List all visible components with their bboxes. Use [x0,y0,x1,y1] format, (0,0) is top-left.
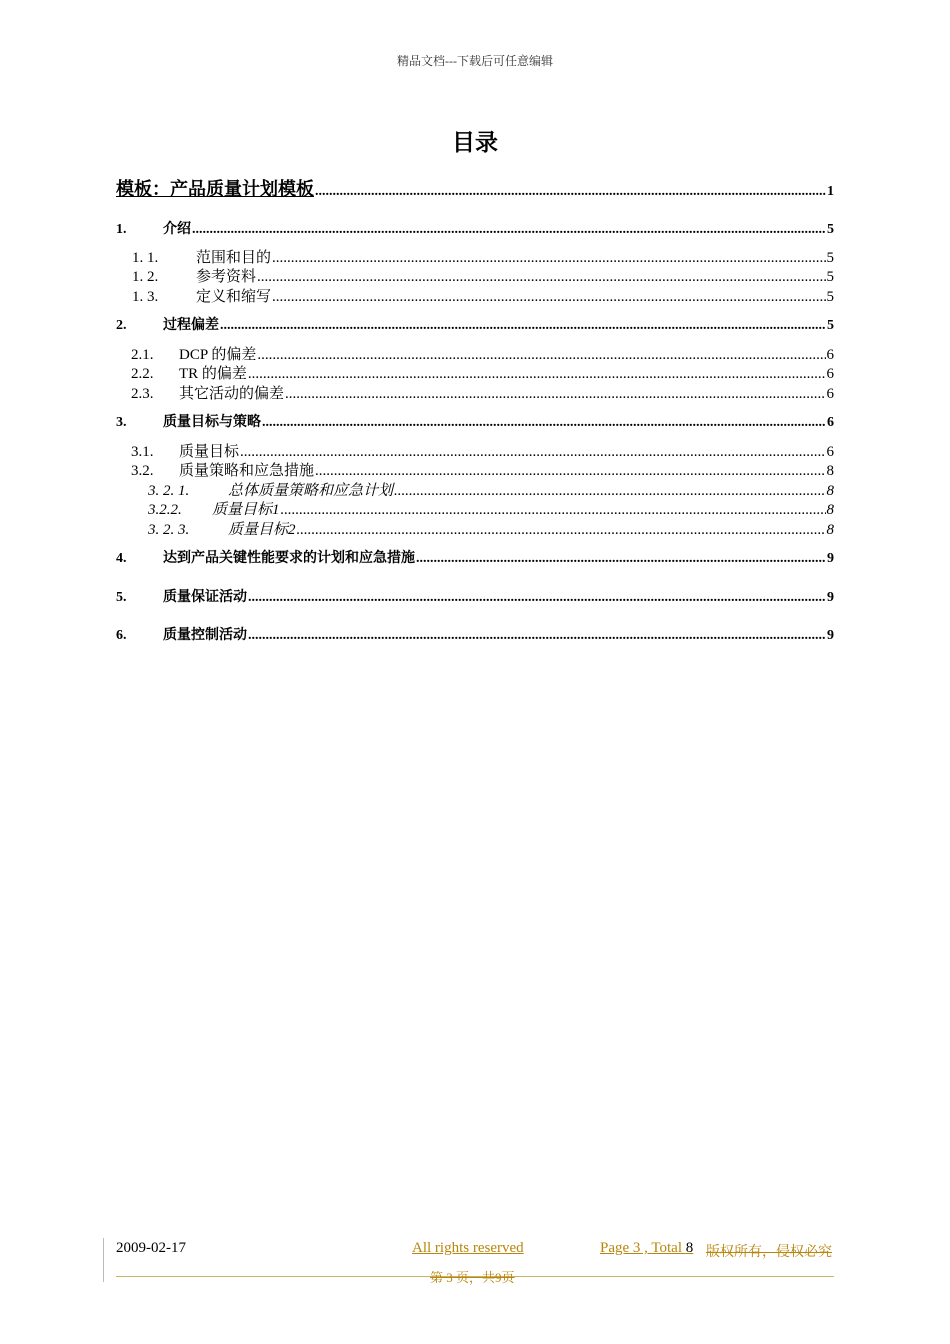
footer-page-info [600,1240,693,1257]
toc-entry-page: 9 [827,551,834,566]
toc-entry-text: 达到产品关键性能要求的计划和应急措施 [163,551,415,566]
toc-entry-num: 2.2. [131,366,154,382]
toc-leader [257,269,825,286]
page-header: 精品文档---下载后可任意编辑 [397,54,553,68]
toc-entry-s2-3[interactable] [116,382,834,403]
toc-leader [272,289,825,306]
toc-entry-num: 1. 2. [132,269,159,285]
toc-entry-text: 过程偏差 [163,318,219,333]
toc-entry-s1-2[interactable] [116,265,834,286]
toc-entry-num: 2.3. [131,386,154,402]
toc-entry-num: 2. [116,318,127,333]
toc-entry-s3-2[interactable] [116,459,834,480]
toc-entry-s6[interactable] [116,624,834,644]
toc-leader [285,386,825,403]
toc-entry-num: 3. [116,415,127,430]
toc-entry-text: 模板：产品质量计划模板 [116,179,314,200]
toc-entry-page: 6 [826,444,834,460]
toc-entry-num: 3. 2. 1. [148,483,190,499]
toc-entry-text: 质量保证活动 [163,590,247,605]
toc-entry-text: 质量目标与策略 [163,415,261,430]
toc-leader [297,522,826,539]
toc-entry-s1-3[interactable] [116,285,834,306]
toc-leader [248,590,826,606]
toc-entry-page: 8 [826,483,834,499]
toc-leader [416,551,826,567]
toc-entry-num: 1. [116,222,127,237]
toc-entry-s1[interactable] [116,218,834,238]
toc-entry-s3-2-1[interactable] [116,479,834,500]
toc-leader [315,184,826,200]
toc-leader [315,463,825,480]
toc-entry-main[interactable] [116,175,834,201]
toc-entry-text: 质量策略和应急措施 [179,463,315,479]
toc-entry-text: 质量目标2 [228,522,296,538]
toc-entry-s2-2[interactable] [116,362,834,383]
toc-entry-page: 8 [826,463,834,479]
toc-leader [248,366,826,383]
footer-copyright: 版权所有，侵权必究 [706,1245,832,1260]
toc-entry-s3[interactable] [116,411,834,431]
toc-entry-s1-1[interactable] [116,246,834,267]
footer-date: 2009-02-17 [116,1240,186,1256]
toc-entry-s3-1[interactable] [116,440,834,461]
toc-entry-page: 6 [827,415,834,430]
toc-entry-num: 3.2.2. [148,502,182,518]
toc-entry-s5[interactable] [116,586,834,606]
toc-entry-page: 6 [826,386,834,402]
toc-entry-num: 6. [116,628,127,643]
toc-entry-page: 5 [826,289,834,305]
toc-entry-text: 质量目标 [179,444,240,460]
toc-entry-num: 5. [116,590,127,605]
toc-entry-num: 1. 3. [132,289,159,305]
toc-entry-page: 9 [827,590,834,605]
toc-entry-text: 其它活动的偏差 [179,386,285,402]
toc-entry-page: 8 [826,502,834,518]
toc-entry-num: 4. [116,551,127,566]
toc-entry-num: 2.1. [131,347,154,363]
toc-entry-text: 定义和缩写 [196,289,272,305]
footer-rights: All rights reserved [412,1240,524,1256]
toc-leader [262,415,826,431]
toc-entry-num: 3.2. [131,463,154,479]
toc-entry-text: 范围和目的 [196,250,272,266]
toc-leader [220,318,826,334]
toc-entry-text: 质量控制活动 [163,628,247,643]
toc-entry-page: 6 [826,366,834,382]
toc-entry-text: 质量目标1 [212,502,280,518]
toc-leader [192,222,826,238]
toc-entry-text: 介绍 [163,222,191,237]
toc-entry-text: DCP 的偏差 [179,347,257,363]
toc-entry-page: 5 [826,250,834,266]
toc-entry-num: 3. 2. 3. [148,522,190,538]
toc-entry-page: 5 [826,269,834,285]
footer-page-total: 8 [685,1240,694,1256]
toc-entry-num: 3.1. [131,444,154,460]
toc-title: 目录 [452,130,498,156]
toc-entry-s2-1[interactable] [116,343,834,364]
footer-margin-bar [103,1238,104,1282]
toc-entry-page: 8 [826,522,834,538]
toc-entry-page: 9 [827,628,834,643]
toc-entry-text: 参考资料 [196,269,257,285]
footer-page-label: Page 3 , Total [600,1240,686,1256]
toc-entry-s3-2-3[interactable] [116,518,834,539]
toc-entry-s4[interactable] [116,547,834,567]
toc-entry-s3-2-2[interactable] [116,498,834,519]
toc-entry-page: 1 [827,184,834,199]
toc-entry-text: 总体质量策略和应急计划 [228,483,394,499]
toc-entry-text: TR 的偏差 [179,366,247,382]
toc-entry-s2[interactable] [116,314,834,334]
toc-entry-page: 5 [827,318,834,333]
toc-entry-page: 6 [826,347,834,363]
toc-entry-num: 1. 1. [132,250,159,266]
toc-entry-page: 5 [827,222,834,237]
toc-leader [281,502,826,519]
footer-page-number: 第 3 页，共9页 [430,1270,515,1285]
toc-leader [248,628,826,644]
